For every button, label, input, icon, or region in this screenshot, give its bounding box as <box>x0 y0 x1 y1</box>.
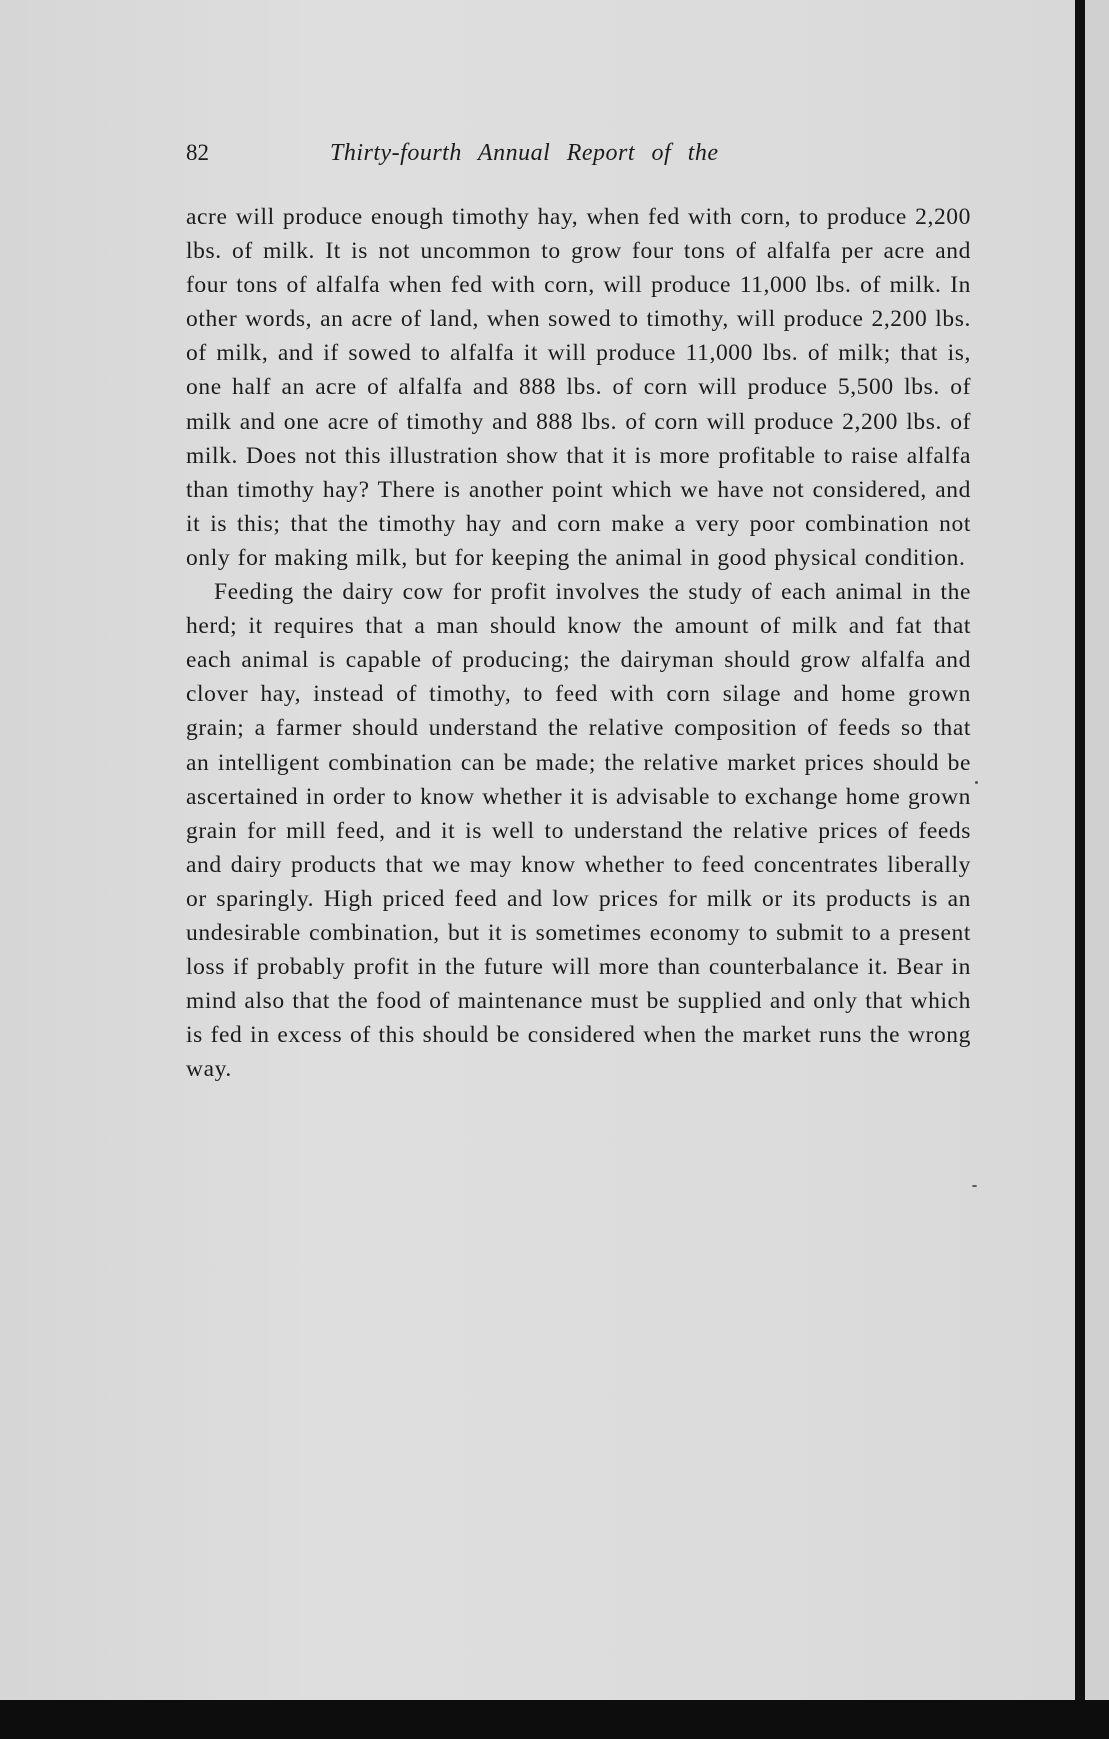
page-header <box>186 140 826 176</box>
page-number: 82 <box>186 140 209 165</box>
running-head: Thirty-fourth Annual Report of the <box>330 140 719 166</box>
scan-bottom-edge <box>0 1700 1109 1739</box>
scan-margin <box>1085 0 1109 1700</box>
body-text <box>186 200 971 1086</box>
scan-speck <box>975 781 978 784</box>
paragraph-2: Feeding the dairy cow for profit involves the study of each animal in the herd; it requires that a man should know the amount of milk and fat that each animal is capable of producing; the dairyman should grow alfalfa and clover hay, instead of timothy, to feed with corn silage and home grown grain; a farmer should understand the relative composition of feeds so that an intelligent combination can be made; the relative market prices should be ascertained in order to know whether it is advisable to exchange home grown grain for mill feed, and it is well to understand the relative prices of feeds and dairy products that we may know whether to feed concentrates liberally or sparingly. High priced feed and low prices for milk or its products is an undesirable combination, but it is sometimes economy to submit to a present loss if probably profit in the future will more than counterbalance it. Bear in mind also that the food of maintenance must be supplied and only that which is fed in excess of this should be considered when the market runs the wrong way. <box>186 579 971 1083</box>
paragraph-1: acre will produce enough timothy hay, when fed with corn, to produce 2,200 lbs. of milk. It is not uncommon to grow four tons of alfalfa per acre and four tons of alfalfa when fed with corn, will produce 11,000 lbs. of milk. In other words, an acre of land, when sowed to timothy, will produce 2,200 lbs. of milk, and if sowed to alfalfa it will produce 11,000 lbs. of milk; that is, one half an acre of alfalfa and 888 lbs. of corn will produce 5,500 lbs. of milk and one acre of timothy and 888 lbs. of corn will produce 2,200 lbs. of milk. Does not this illustration show that it is more profitable to raise alfalfa than timothy hay? There is another point which we have not considered, and it is this; that the timothy hay and corn make a very poor combination not only for making milk, but for keeping the animal in good physical condition. <box>186 204 971 571</box>
scan-speck <box>972 1185 977 1187</box>
scan-edge-shadow <box>1075 0 1085 1700</box>
